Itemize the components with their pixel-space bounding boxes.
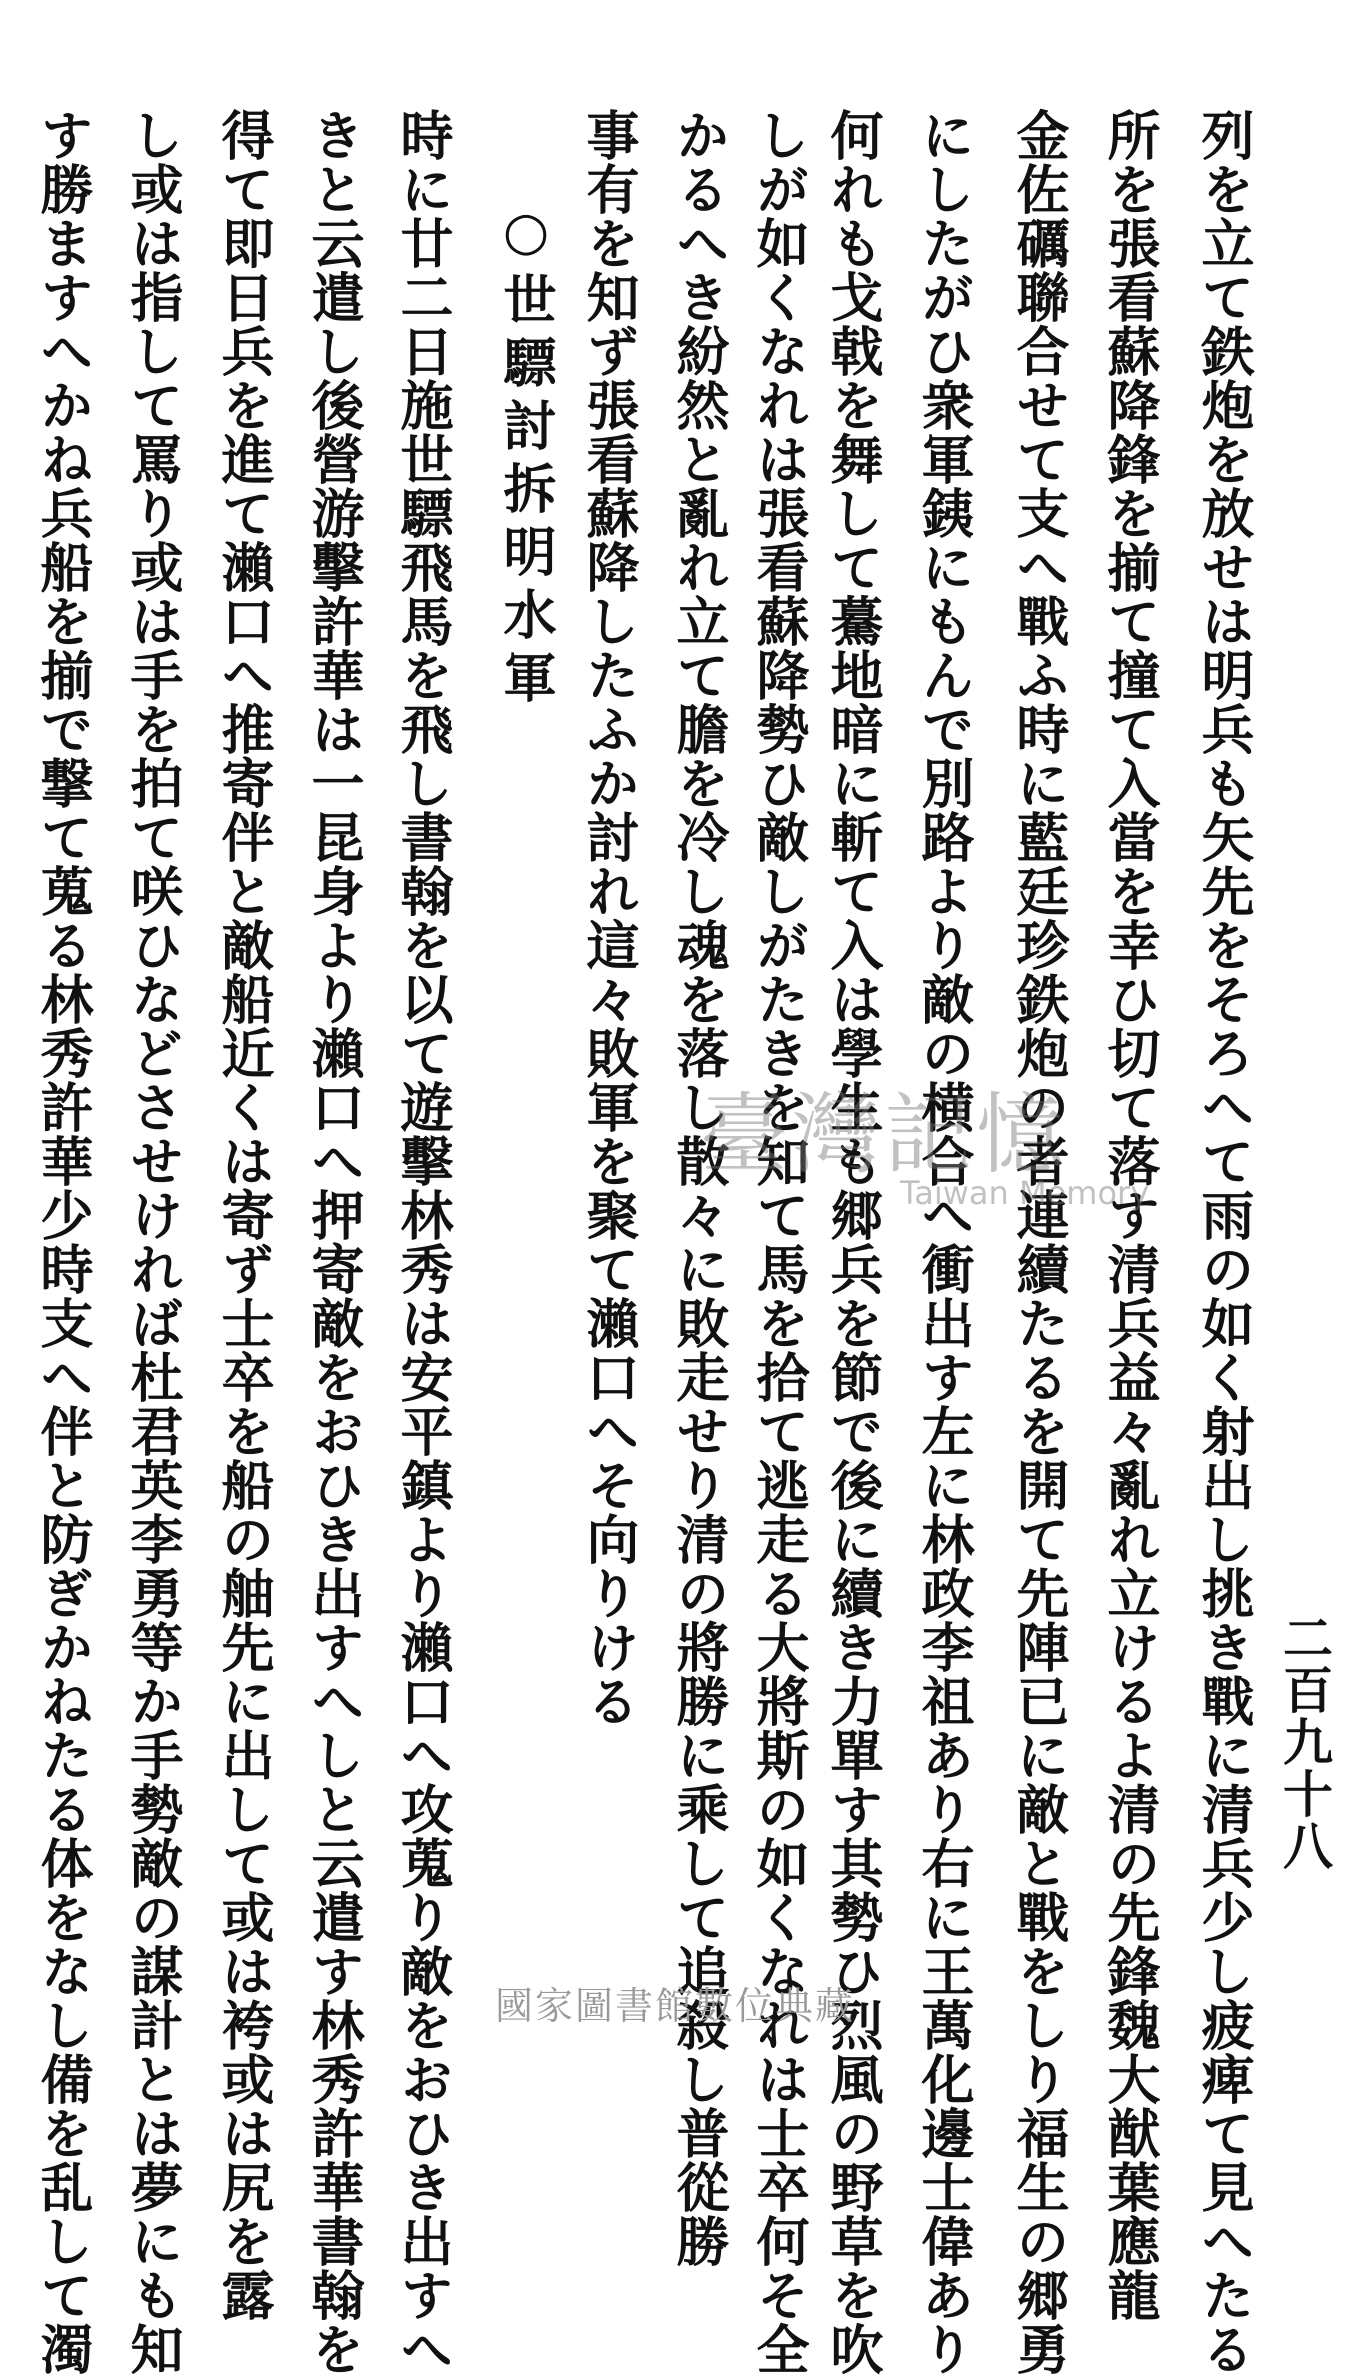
text-column-3: 金佐礪聯合せて支へ戰ふ時に藍廷珍鉄炮の者連續たるを開て先陣已に敵と戰をしり福生の郷勇	[1008, 108, 1070, 2376]
text-column-10: きと云遣し後營游擊許華は一昆身より瀨口へ押寄敵をおひき出すへしと云遣す林秀許華書翰を	[303, 108, 365, 2376]
watermark-chinese: 臺灣記憶	[700, 1083, 1069, 1186]
watermark-english: Taiwan Memory	[900, 1174, 1150, 1212]
text-column-5: 何れも戈戟を舞して驀地暗に斬て入は學生も郷兵を節で後に續き力單す其勢ひ烈風の野草を吹	[822, 108, 884, 2376]
text-column-6: しが如くなれは張看蘇降勢ひ敵しがたきを知て馬を拾て逃走る大將斯の如くなれは士卒何そ全	[748, 108, 810, 2376]
library-watermark	[700, 1083, 1150, 1212]
text-column-1: 列を立て鉄炮を放せは明兵も矢先をそろへて雨の如く射出し挑き戰に清兵少し疲痺て見へたる	[1193, 108, 1255, 2376]
text-column-11: 得て即日兵を進て瀨口へ推寄伴と敵船近くは寄ず士卒を船の舳先に出して或は袴或は尻を露	[213, 108, 275, 2322]
text-column-8: 事有を知ず張看蘇降したふか討れ這々敗軍を聚て瀨口へそ向りける	[578, 108, 640, 1728]
text-column-2: 所を張看蘇降鋒を揃て撞て入當を幸ひ切て落す清兵益々亂れ立けるよ清の先鋒魏大猷葉應龍	[1099, 108, 1161, 2322]
text-column-13: す勝ますへかね兵船を揃で撃て蒐る林秀許華少時支へ伴と防ぎかねたる体をなし備を乱して濁	[32, 108, 94, 2376]
page-number: 二百九十八	[1275, 1612, 1334, 1872]
text-column-9: 時に廿二日施世驃飛馬を飛し書翰を以て遊擊林秀は安平鎮より瀨口へ攻蒐り敵をおひき出すへ	[392, 108, 454, 2376]
footer-credit: 國家圖書館數位典藏	[494, 1984, 855, 2028]
text-column-7: かるへき紛然と亂れ立て膽を冷し魂を落し散々に敗走せり清の將勝に乘して追殺し普從勝	[668, 108, 730, 2268]
text-column-12: し或は指して罵り或は手を拍て咲ひなどさせければ杜君英李勇等か手勢敵の謀計とは夢にも知	[122, 108, 184, 2376]
section-heading: ○世驃討拆明水軍	[495, 200, 557, 713]
text-column-4: にしたがひ衆軍銕にもんで別路より敵の横合へ衝出す左に林政李祖あり右に王萬化邊士偉あり	[913, 108, 975, 2376]
